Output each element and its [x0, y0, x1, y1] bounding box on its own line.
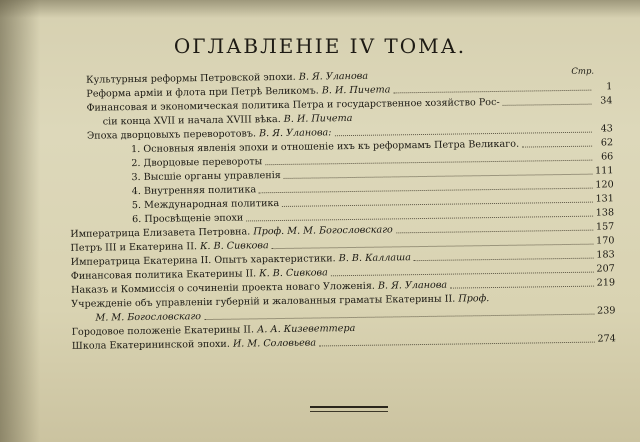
closing-rule-thin [310, 411, 388, 412]
table-of-contents [64, 62, 616, 370]
toc-entry: 3. Высшіе органы управленія 111 [131, 165, 614, 184]
toc-entry: Императрица Екатерина II. Опытъ характеристики. В. В. Каллаша 183 [70, 249, 615, 268]
toc-entry: 6. Просвѣщеніе эпохи 138 [132, 207, 615, 226]
toc-entry: Эпоха дворцовыхъ переворотовъ. В. Я. Уланова: 43 [86, 123, 613, 142]
toc-entry: Городовое положеніе Екатерины II. А. А. Кизеветтера [71, 322, 356, 338]
toc-entry: Культурныя реформы Петровской эпохи. В. Я. Уланова [86, 70, 369, 86]
page-top-shadow [0, 0, 640, 18]
toc-entry: Учрежденіе объ управленіи губерній и жалованныя граматы Екатерины II. Проф. [71, 293, 490, 310]
page-column-header: Стр. [571, 66, 595, 77]
closing-rule [310, 406, 388, 408]
toc-entry: 2. Дворцовые перевороты 66 [131, 151, 614, 170]
toc-entry: Петръ III и Екатерина II. К. В. Сивкова 170 [70, 235, 615, 254]
toc-entry: Наказъ и Коммиссія о сочиненіи проекта новаго Уложенія. В. Я. Уланова 219 [71, 277, 616, 296]
page-gutter-shadow [0, 0, 40, 442]
toc-entry: М. М. Богословскаго 239 [95, 305, 616, 324]
toc-entry: 1. Основныя явленія эпохи и отношеніе ихъ къ реформамъ Петра Великаго. 62 [131, 137, 614, 156]
page-title: ОГЛАВЛЕНІЕ IV ТОМА. [173, 34, 467, 58]
toc-entry: Реформа арміи и флота при Петрѣ Великомъ. В. И. Пичета 1 [86, 81, 613, 100]
toc-entry: 5. Международная политика 131 [131, 193, 614, 212]
toc-entry: Финансовая политика Екатерины II. К. В. Сивкова 207 [70, 263, 615, 282]
toc-entry: Финансовая и экономическая политика Петра и государственное хозяйство Рос- 34 [86, 95, 613, 114]
toc-entry: 4. Внутренняя политика 120 [131, 179, 614, 198]
toc-entry: сіи конца XVII и начала XVIII вѣка. В. И. Пичета [102, 112, 353, 128]
toc-entry: Императрица Елизавета Петровна. Проф. М. М. Богословскаго 157 [70, 221, 615, 240]
toc-entry: Школа Екатерининской эпохи. И. М. Соловьева 274 [71, 333, 616, 352]
